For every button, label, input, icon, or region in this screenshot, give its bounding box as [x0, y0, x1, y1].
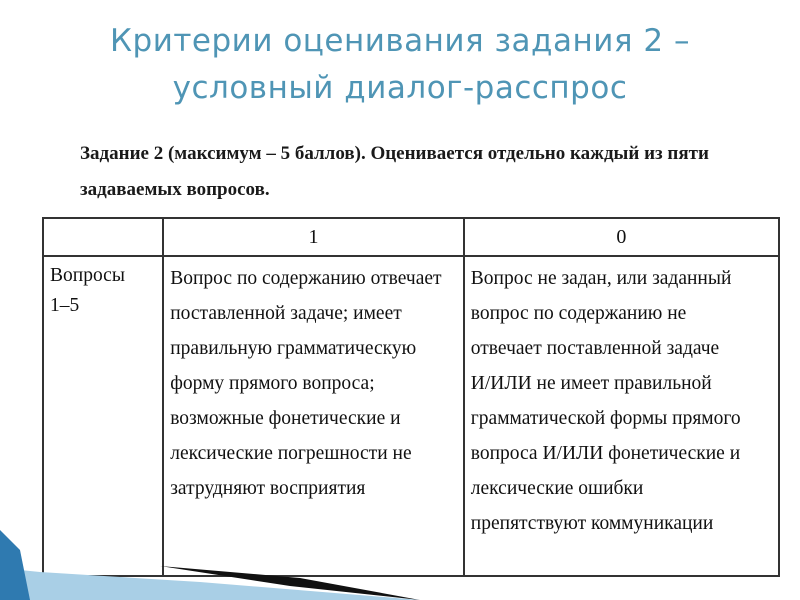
- decorative-swoosh: [0, 520, 420, 600]
- criteria-line: вопроса И/ИЛИ фонетические и: [470, 443, 741, 464]
- row-label-line: 1–5: [50, 295, 80, 316]
- criteria-line: лексические погрешности не: [170, 443, 412, 464]
- task-description-line-1: Задание 2 (максимум – 5 баллов). Оценивается отдельно каждый из пяти: [80, 143, 709, 164]
- header-empty-cell: [43, 218, 163, 256]
- criteria-line: отвечает поставленной задаче: [470, 338, 720, 359]
- criteria-line: грамматической формы прямого: [470, 408, 741, 429]
- header-score-0: 0: [464, 218, 779, 256]
- task-description-line-2: задаваемых вопросов.: [80, 179, 270, 200]
- task-description: [80, 136, 780, 208]
- criteria-line: лексические ошибки: [470, 478, 644, 499]
- slide-title-line-1: Критерии оценивания задания 2 –: [110, 23, 690, 59]
- criteria-line: поставленной задаче; имеет: [170, 303, 402, 324]
- criteria-line: правильную грамматическую: [170, 338, 417, 359]
- slide-title-line-2: условный диалог-расспрос: [172, 70, 628, 106]
- table-header-row: [43, 218, 779, 256]
- criteria-line: возможные фонетические и: [170, 408, 401, 429]
- swoosh-blue-band: [0, 530, 30, 600]
- criteria-line: форму прямого вопроса;: [170, 373, 375, 394]
- criteria-line: Вопрос по содержанию отвечает: [170, 268, 442, 289]
- header-score-1: 1: [163, 218, 464, 256]
- slide-title: [0, 18, 800, 112]
- criteria-line: И/ИЛИ не имеет правильной: [470, 373, 712, 394]
- criteria-line: Вопрос не задан, или заданный: [470, 268, 732, 289]
- criteria-line: затрудняют восприятия: [170, 478, 366, 499]
- criteria-line: вопрос по содержанию не: [470, 303, 687, 324]
- score-0-criteria-cell: [464, 256, 779, 576]
- criteria-line: препятствуют коммуникации: [470, 513, 714, 534]
- row-label-line: Вопросы: [50, 265, 125, 286]
